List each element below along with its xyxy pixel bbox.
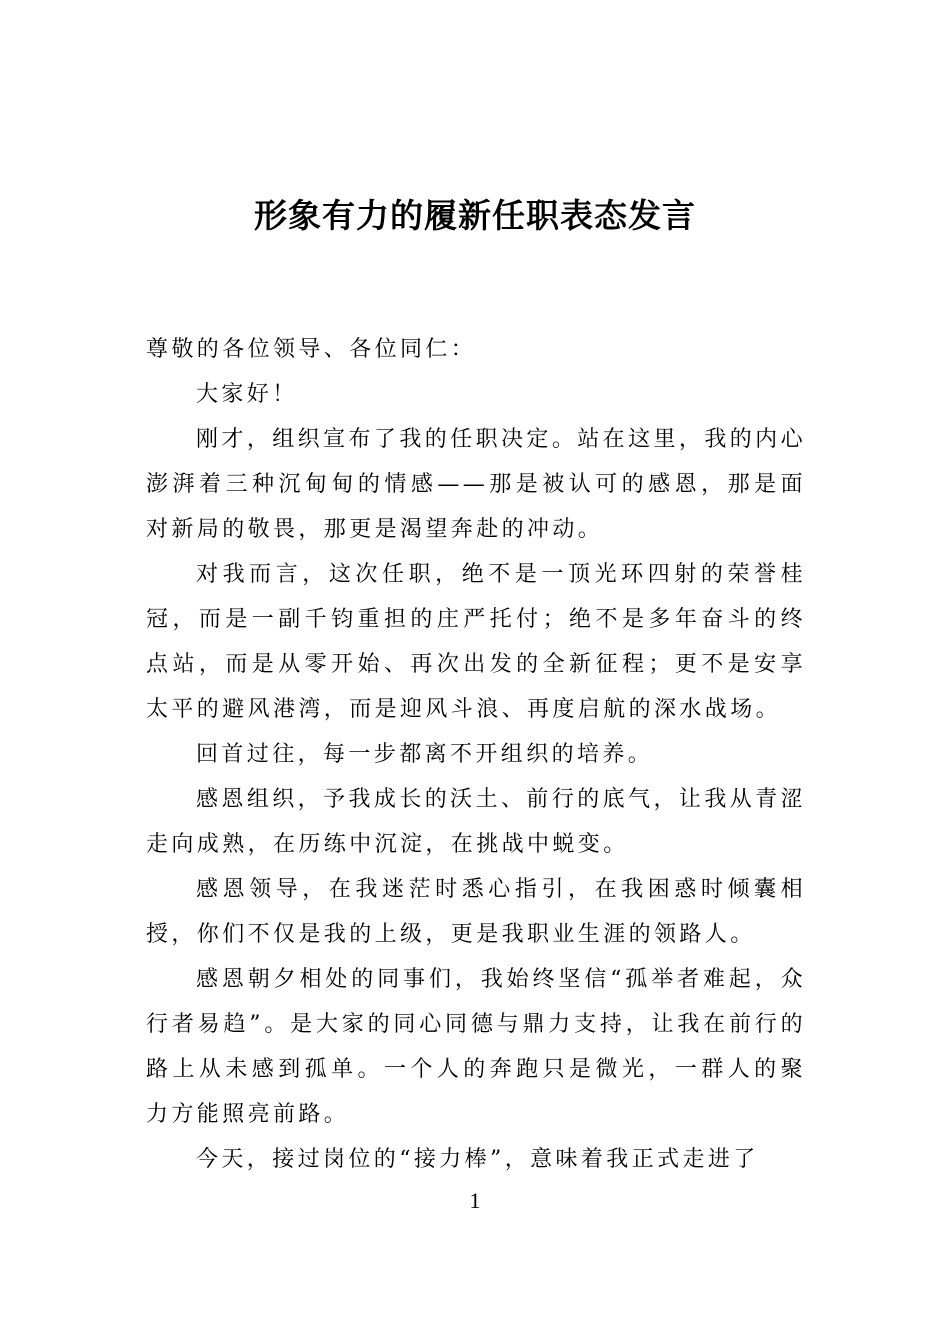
- document-title: 形象有力的履新任职表态发言: [254, 196, 696, 235]
- paragraph: 感恩朝夕相处的同事们，我始终坚信“孤举者难起，众行者易趋”。是大家的同心同德与鼎力支持，让我在前行的路上从未感到孤单。一个人的奔跑只是微光，一群人的聚力方能照亮前路。: [146, 967, 806, 1127]
- salutation: 尊敬的各位领导、各位同仁：: [146, 337, 477, 362]
- paragraph: 大家好！: [196, 382, 298, 407]
- paragraph: 今天，接过岗位的“接力棒”，意味着我正式走进了: [196, 1147, 759, 1172]
- paragraph: 对我而言，这次任职，绝不是一顶光环四射的荣誉桂冠，而是一副千钧重担的庄严托付；绝不是多年奋斗的终点站，而是从零开始、再次出发的全新征程；更不是安享太平的避风港湾，而是迎风斗浪、再度启航的深水战场。: [146, 562, 806, 722]
- document-body: [146, 327, 806, 1182]
- paragraph: 感恩领导，在我迷茫时悉心指引，在我困惑时倾囊相授，你们不仅是我的上级，更是我职业生涯的领路人。: [146, 877, 806, 947]
- paragraph: 刚才，组织宣布了我的任职决定。站在这里，我的内心澎湃着三种沉甸甸的情感——那是被认可的感恩，那是面对新局的敬畏，那更是渴望奔赴的冲动。: [146, 427, 806, 542]
- page-number: 1: [469, 1188, 481, 1213]
- paragraph: 回首过往，每一步都离不开组织的培养。: [196, 742, 654, 767]
- paragraph: 感恩组织，予我成长的沃土、前行的底气，让我从青涩走向成熟，在历练中沉淀，在挑战中蜕变。: [146, 787, 806, 857]
